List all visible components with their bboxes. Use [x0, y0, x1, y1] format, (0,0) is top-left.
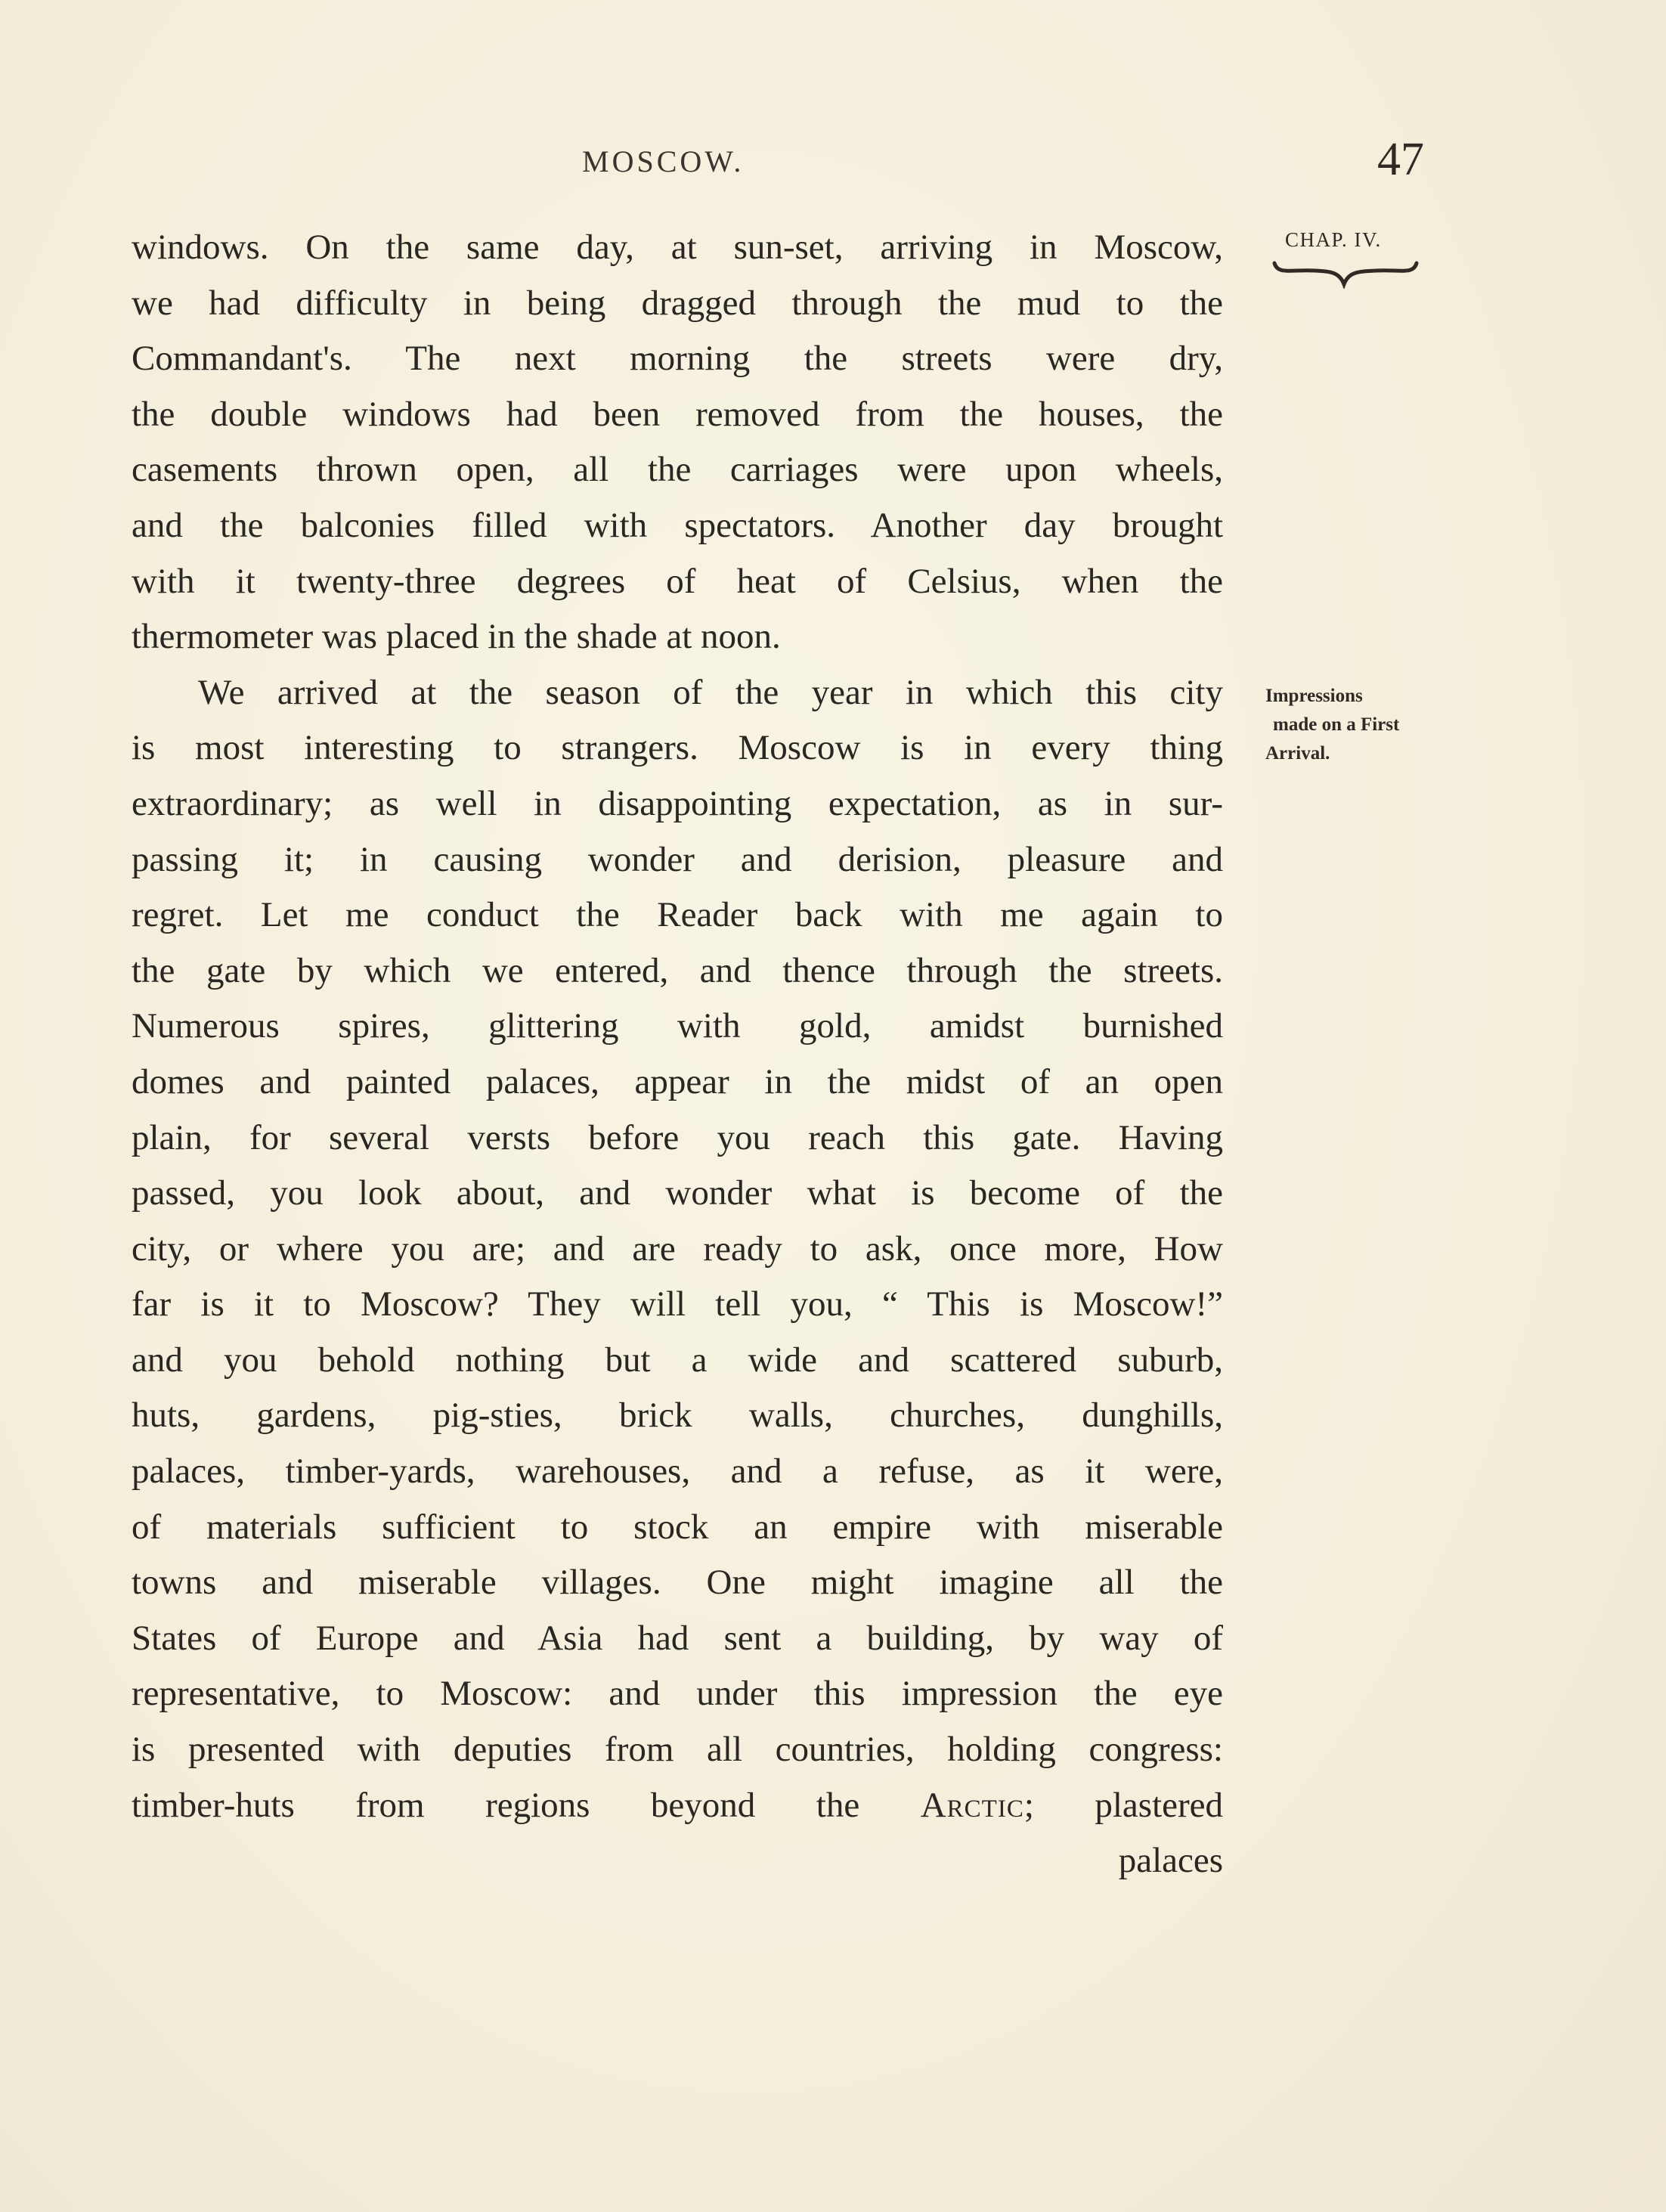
text-line: thermometer was placed in the shade at noon. — [132, 617, 781, 657]
text-line: of materials sufficient to stock an empire with miserable — [132, 1507, 1223, 1547]
chapter-marker: CHAP. IV. — [1285, 228, 1382, 251]
text-line: Numerous spires, glittering with gold, amidst burnished — [132, 1006, 1223, 1046]
text-line: casements thrown open, all the carriages were upon wheels, — [132, 450, 1223, 490]
text-line: domes and painted palaces, appear in the midst of an open — [132, 1061, 1223, 1101]
text-line: with it twenty-three degrees of heat of Celsius, when the — [132, 561, 1223, 601]
text-line: passing it; in causing wonder and derision, pleasure and — [132, 839, 1223, 879]
text-line: windows. On the same day, at sun-set, arriving in Moscow, — [132, 228, 1223, 267]
text-line: regret. Let me conduct the Reader back with me again to — [132, 895, 1223, 935]
text-line: extraordinary; as well in disappointing expectation, as in sur- — [132, 783, 1223, 823]
text-line: is most interesting to strangers. Moscow is in every thing — [132, 728, 1223, 768]
sidenote-line: Arrival. — [1265, 743, 1330, 764]
text-line: We arrived at the season of the year in which this city — [198, 672, 1223, 712]
decorative-brace-icon — [1270, 259, 1421, 289]
text-line: towns and miserable villages. One might imagine all the — [132, 1563, 1223, 1603]
text-span: ; plastered — [1023, 1785, 1224, 1825]
sidenote-line: Impressions — [1265, 686, 1363, 706]
text-line: is presented with deputies from all countries, holding congress: — [132, 1730, 1223, 1770]
sidenote — [1265, 682, 1417, 768]
text-line: representative, to Moscow: and under this impression the eye — [132, 1674, 1223, 1714]
text-line: the gate by which we entered, and thence through the streets. — [132, 950, 1223, 990]
text-line: city, or where you are; and are ready to ask, once more, How — [132, 1228, 1223, 1269]
catchword: palaces — [1118, 1841, 1223, 1881]
text-line: passed, you look about, and wonder what is become of the — [132, 1173, 1223, 1213]
text-line: far is it to Moscow? They will tell you, “ This is Moscow!” — [132, 1284, 1223, 1324]
text-line: States of Europe and Asia had sent a building, by way of — [132, 1618, 1223, 1658]
running-head: MOSCOW. — [582, 144, 745, 178]
text-line: and the balconies filled with spectators. Another day brought — [132, 505, 1223, 545]
text-line: plain, for several versts before you reach this gate. Having — [132, 1117, 1223, 1157]
text-line: palaces, timber-yards, warehouses, and a refuse, as it were, — [132, 1451, 1223, 1492]
sidenote-line: made on a First — [1273, 714, 1400, 735]
body-text — [132, 220, 1223, 1889]
text-line: huts, gardens, pig-sties, brick walls, churches, dunghills, — [132, 1396, 1223, 1436]
text-line-with-small-caps — [132, 1778, 1223, 1834]
page-number: 47 — [1377, 134, 1424, 185]
text-line: and you behold nothing but a wide and scattered suburb, — [132, 1340, 1223, 1380]
text-line: we had difficulty in being dragged through the mud to the — [132, 283, 1223, 323]
small-caps-word: Arctic — [920, 1785, 1024, 1825]
text-line: Commandant's. The next morning the streets were dry, — [132, 339, 1223, 379]
text-span: timber-huts from regions beyond the — [132, 1785, 860, 1825]
text-line: the double windows had been removed from the houses, the — [132, 394, 1223, 434]
